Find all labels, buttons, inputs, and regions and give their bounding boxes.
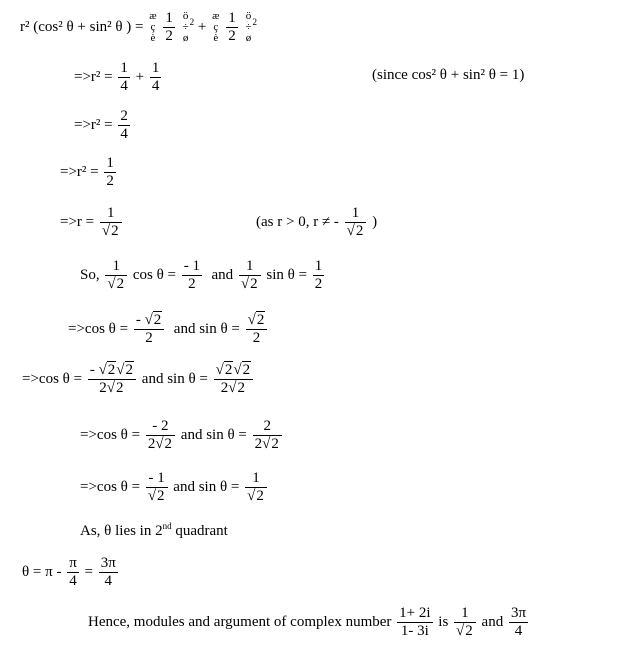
equation-line-4: =>r² = $\frac{1}{2}$	[60, 155, 114, 190]
equation-line-2: =>r² = $\frac{1}{4}$ + $\frac{1}{4}$	[74, 60, 160, 95]
equation-line-6: So, $\frac{1}{√2}$ cos θ = $\frac{- 1}{2}$ and $\frac{1}{√2}$ sin θ = $\frac{1}{2}$	[80, 258, 323, 293]
conclusion-line: Hence, modules and argument of complex number $\frac{1+ 2i}{1- 3i}$ is $\frac{1}{√2}$ and $\frac{3\pi}{4}$	[88, 605, 527, 640]
identity-note: (since cos² θ + sin² θ = 1)	[372, 67, 525, 83]
fraction-2-4: $\frac{2}{4}$	[120, 108, 128, 143]
garbled-paren-left-1: æ ç è	[149, 10, 156, 45]
line1-lhs: r² (cos² θ + sin² θ ) =	[20, 19, 144, 36]
equation-line-12: θ = π - $\frac{\pi}{4}$ = $\frac{3\pi}{4}$	[22, 555, 116, 590]
equation-line-8: =>cos θ = $\frac{- √2√2}{2√2}$ and sin θ = $\frac{√2√2}{2√2}$	[22, 362, 255, 398]
fraction-1-4-a: $\frac{1}{4}$	[120, 60, 128, 95]
fraction-half-1: $\frac{1}{2}$	[165, 10, 173, 45]
fraction-1-2: $\frac{1}{2}$	[106, 155, 114, 190]
equation-line-3: =>r² = $\frac{2}{4}$	[74, 108, 128, 143]
fraction-1-root2: $\frac{1}{√2}$	[100, 205, 122, 241]
fraction-half-2: $\frac{1}{2}$	[228, 10, 236, 45]
garbled-paren-right-2: ö ÷ ø	[245, 10, 251, 45]
equation-line-10: =>cos θ = $\frac{- 1}{√2}$ and sin θ = $\frac{1}{√2}$	[80, 470, 269, 506]
fraction-1-4-b: $\frac{1}{4}$	[151, 60, 160, 95]
condition-note: (as r > 0, r ≠ - $\frac{1}{√2}$ )	[256, 205, 378, 240]
equation-line-9: =>cos θ = $\frac{- 2}{2√2}$ and sin θ = $\frac{2}{2√2}$	[80, 418, 284, 454]
garbled-paren-left-2: æ ç è	[212, 10, 219, 45]
quadrant-statement: As, θ lies in 2nd quadrant	[80, 521, 228, 539]
equation-line-5: =>r = $\frac{1}{√2}$	[60, 205, 124, 241]
equation-line-7: =>cos θ = $\frac{- √2}{2}$ and sin θ = $\frac{√2}{2}$	[68, 312, 269, 348]
equation-line-1: r² (cos² θ + sin² θ ) = æ ç è $\frac{1}{2}$ ö ÷ ø $^2$ + æ ç è $\frac{1}{2}$ ö ÷ ø $^2$	[20, 10, 258, 45]
garbled-paren-right-1: ö ÷ ø	[182, 10, 188, 45]
